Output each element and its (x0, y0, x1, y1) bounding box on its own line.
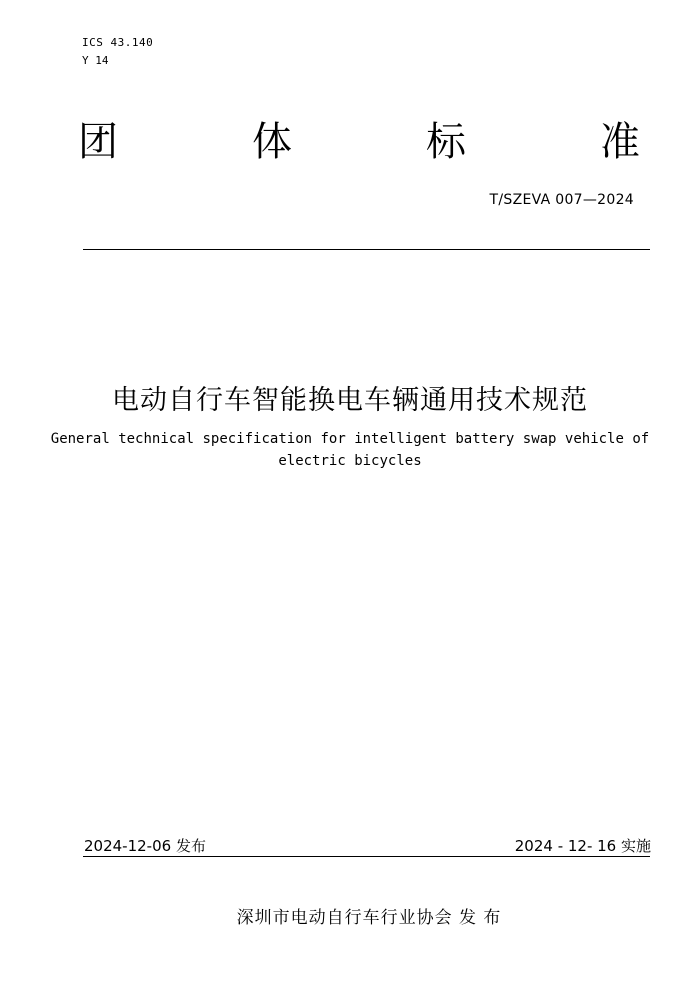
doc-type-char-3: 标 (426, 119, 466, 165)
ccs-code: Y 14 (82, 54, 109, 67)
standard-number: T/SZEVA 007—2024 (489, 192, 634, 208)
title-chinese: 电动自行车智能换电车辆通用技术规范 (112, 385, 588, 416)
title-english: General technical specification for intelligent battery swap vehicle of electric bicycles (50, 431, 650, 469)
bottom-divider (83, 856, 650, 857)
ics-code: ICS 43.140 (82, 36, 154, 49)
doc-type-char-4: 准 (600, 119, 640, 165)
issue-date: 2024-12-06 发布 (84, 837, 206, 855)
top-divider (83, 249, 650, 250)
publisher: 深圳市电动自行车行业协会 发 布 (236, 908, 502, 928)
implementation-date: 2024 - 12- 16 实施 (514, 837, 651, 855)
doc-type-char-1: 团 (78, 119, 118, 165)
doc-type-char-2: 体 (252, 119, 292, 165)
